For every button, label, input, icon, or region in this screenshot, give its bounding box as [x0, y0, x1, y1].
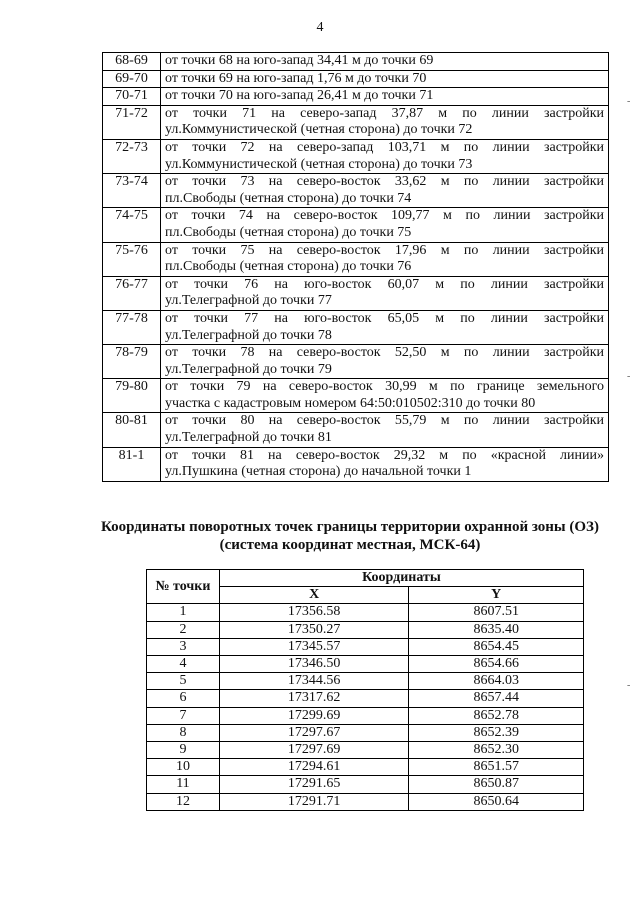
coordinate-row [147, 759, 584, 776]
point-number: 5 [147, 673, 220, 690]
segment-row [103, 345, 609, 379]
page-number: 4 [316, 20, 324, 35]
segment-id: 72-73 [103, 139, 161, 173]
segment-row [103, 242, 609, 276]
coordinates-heading-line1: Координаты поворотных точек границы территории охранной зоны (ОЗ) [101, 519, 599, 535]
segment-id: 81-1 [103, 447, 161, 481]
segment-row [103, 413, 609, 447]
point-number: 4 [147, 656, 220, 673]
coordinate-y: 8654.45 [409, 638, 584, 655]
coordinate-y: 8651.57 [409, 759, 584, 776]
segment-description-line: ул.Коммунистической (четная сторона) до точки 72 [165, 122, 473, 138]
point-number: 8 [147, 724, 220, 741]
segment-row [103, 447, 609, 481]
coordinate-x: 17297.69 [219, 742, 409, 759]
segment-description [161, 242, 609, 276]
coordinate-row [147, 724, 584, 741]
point-number: 6 [147, 690, 220, 707]
segment-id: 75-76 [103, 242, 161, 276]
point-number: 2 [147, 621, 220, 638]
segment-description-line: пл.Свободы (четная сторона) до точки 74 [165, 190, 412, 206]
segment-description-line: от точки 72 на северо-запад 103,71 м по линии застройки [165, 139, 604, 155]
coordinate-row [147, 776, 584, 793]
coordinates-table [146, 569, 584, 811]
segment-row [103, 379, 609, 413]
segment-description-line: от точки 75 на северо-восток 17,96 м по линии застройки [165, 242, 604, 258]
segment-description-line: от точки 68 на юго-запад 34,41 м до точки 69 [165, 53, 434, 68]
segment-id: 80-81 [103, 413, 161, 447]
segment-description-line: от точки 76 на юго-восток 60,07 м по линии застройки [165, 276, 604, 292]
coordinate-y: 8652.39 [409, 724, 584, 741]
coordinate-row [147, 656, 584, 673]
segment-description [161, 447, 609, 481]
segments-body [103, 53, 609, 482]
header-coordinates: Координаты [219, 570, 583, 587]
coordinate-row [147, 621, 584, 638]
segment-description-line: ул.Телеграфной до точки 81 [165, 430, 332, 446]
segment-id: 69-70 [103, 70, 161, 88]
coordinate-y: 8654.66 [409, 656, 584, 673]
header-y: Y [409, 587, 584, 604]
margin-tick-mark: - [627, 96, 631, 107]
coordinate-y: 8635.40 [409, 621, 584, 638]
segment-description [161, 310, 609, 344]
coordinate-x: 17344.56 [219, 673, 409, 690]
point-number: 10 [147, 759, 220, 776]
segment-description-line: от точки 74 на северо-восток 109,77 м по линии застройки [165, 208, 604, 224]
segment-description-line: ул.Коммунистической (четная сторона) до точки 73 [165, 156, 473, 172]
segment-description [161, 88, 609, 106]
coordinate-row [147, 604, 584, 621]
coordinate-y: 8652.78 [409, 707, 584, 724]
point-number: 7 [147, 707, 220, 724]
segment-row [103, 53, 609, 71]
segment-description-line: от точки 77 на юго-восток 65,05 м по линии застройки [165, 310, 604, 326]
coordinate-x: 17297.67 [219, 724, 409, 741]
segment-id: 74-75 [103, 208, 161, 242]
segment-description [161, 174, 609, 208]
segment-description-line: от точки 81 на северо-восток 29,32 м по «красной линии» [165, 447, 604, 463]
segment-row [103, 88, 609, 106]
coordinate-row [147, 673, 584, 690]
segment-description-line: ул.Телеграфной до точки 79 [165, 361, 332, 377]
coordinate-y: 8607.51 [409, 604, 584, 621]
boundary-segments-table [102, 52, 609, 482]
segment-description [161, 105, 609, 139]
margin-tick-mark: - [627, 680, 631, 691]
coordinate-y: 8657.44 [409, 690, 584, 707]
coordinate-y: 8652.30 [409, 742, 584, 759]
segment-id: 76-77 [103, 276, 161, 310]
coordinates-heading [60, 518, 640, 554]
coordinate-x: 17350.27 [219, 621, 409, 638]
segment-description [161, 413, 609, 447]
header-x: X [219, 587, 409, 604]
segment-row [103, 174, 609, 208]
coordinate-x: 17317.62 [219, 690, 409, 707]
segment-description-line: от точки 70 на юго-запад 26,41 м до точки 71 [165, 88, 434, 104]
segment-description [161, 70, 609, 88]
coordinate-row [147, 638, 584, 655]
coordinate-x: 17345.57 [219, 638, 409, 655]
segment-id: 77-78 [103, 310, 161, 344]
segment-description-line: от точки 80 на северо-восток 55,79 м по линии застройки [165, 413, 604, 429]
point-number: 1 [147, 604, 220, 621]
coordinate-x: 17346.50 [219, 656, 409, 673]
coordinates-heading-line2: (система координат местная, МСК-64) [219, 537, 481, 553]
segment-description-line: от точки 78 на северо-восток 52,50 м по линии застройки [165, 345, 604, 361]
segment-description-line: ул.Телеграфной до точки 78 [165, 327, 332, 343]
margin-tick-mark: - [627, 371, 631, 382]
segment-row [103, 310, 609, 344]
point-number: 3 [147, 638, 220, 655]
header-point-number: № точки [147, 570, 220, 604]
coordinate-x: 17291.71 [219, 793, 409, 810]
coordinate-row [147, 742, 584, 759]
coordinate-row [147, 707, 584, 724]
segment-row [103, 139, 609, 173]
point-number: 12 [147, 793, 220, 810]
segment-description [161, 379, 609, 413]
segment-id: 68-69 [103, 53, 161, 71]
segment-row [103, 70, 609, 88]
point-number: 9 [147, 742, 220, 759]
segment-description [161, 345, 609, 379]
segment-description [161, 139, 609, 173]
segment-id: 71-72 [103, 105, 161, 139]
segment-description [161, 53, 609, 71]
coordinate-row [147, 690, 584, 707]
segment-id: 78-79 [103, 345, 161, 379]
segment-description-line: ул.Пушкина (четная сторона) до начальной точки 1 [165, 464, 472, 480]
segment-description [161, 276, 609, 310]
point-number: 11 [147, 776, 220, 793]
segment-row [103, 105, 609, 139]
coordinate-y: 8664.03 [409, 673, 584, 690]
coordinates-body [147, 604, 584, 810]
segment-row [103, 276, 609, 310]
segment-description-line: от точки 73 на северо-восток 33,62 м по линии застройки [165, 174, 604, 190]
coordinate-y: 8650.87 [409, 776, 584, 793]
segment-description-line: пл.Свободы (четная сторона) до точки 76 [165, 259, 412, 275]
segment-description-line: от точки 69 на юго-запад 1,76 м до точки 70 [165, 70, 427, 86]
segment-id: 73-74 [103, 174, 161, 208]
coordinate-x: 17299.69 [219, 707, 409, 724]
segment-description-line: пл.Свободы (четная сторона) до точки 75 [165, 224, 412, 240]
segment-id: 79-80 [103, 379, 161, 413]
coordinate-row [147, 793, 584, 810]
segment-description-line: от точки 71 на северо-запад 37,87 м по линии застройки [165, 105, 604, 121]
segment-description [161, 208, 609, 242]
segment-row [103, 208, 609, 242]
coordinate-x: 17294.61 [219, 759, 409, 776]
coordinates-table-header [147, 570, 584, 604]
segment-description-line: ул.Телеграфной до точки 77 [165, 293, 332, 309]
coordinate-x: 17356.58 [219, 604, 409, 621]
segment-id: 70-71 [103, 88, 161, 106]
segment-description-line: участка с кадастровым номером 64:50:010502:310 до точки 80 [165, 395, 536, 411]
segment-description-line: от точки 79 на северо-восток 30,99 м по границе земельного [165, 379, 604, 395]
coordinate-x: 17291.65 [219, 776, 409, 793]
coordinate-y: 8650.64 [409, 793, 584, 810]
